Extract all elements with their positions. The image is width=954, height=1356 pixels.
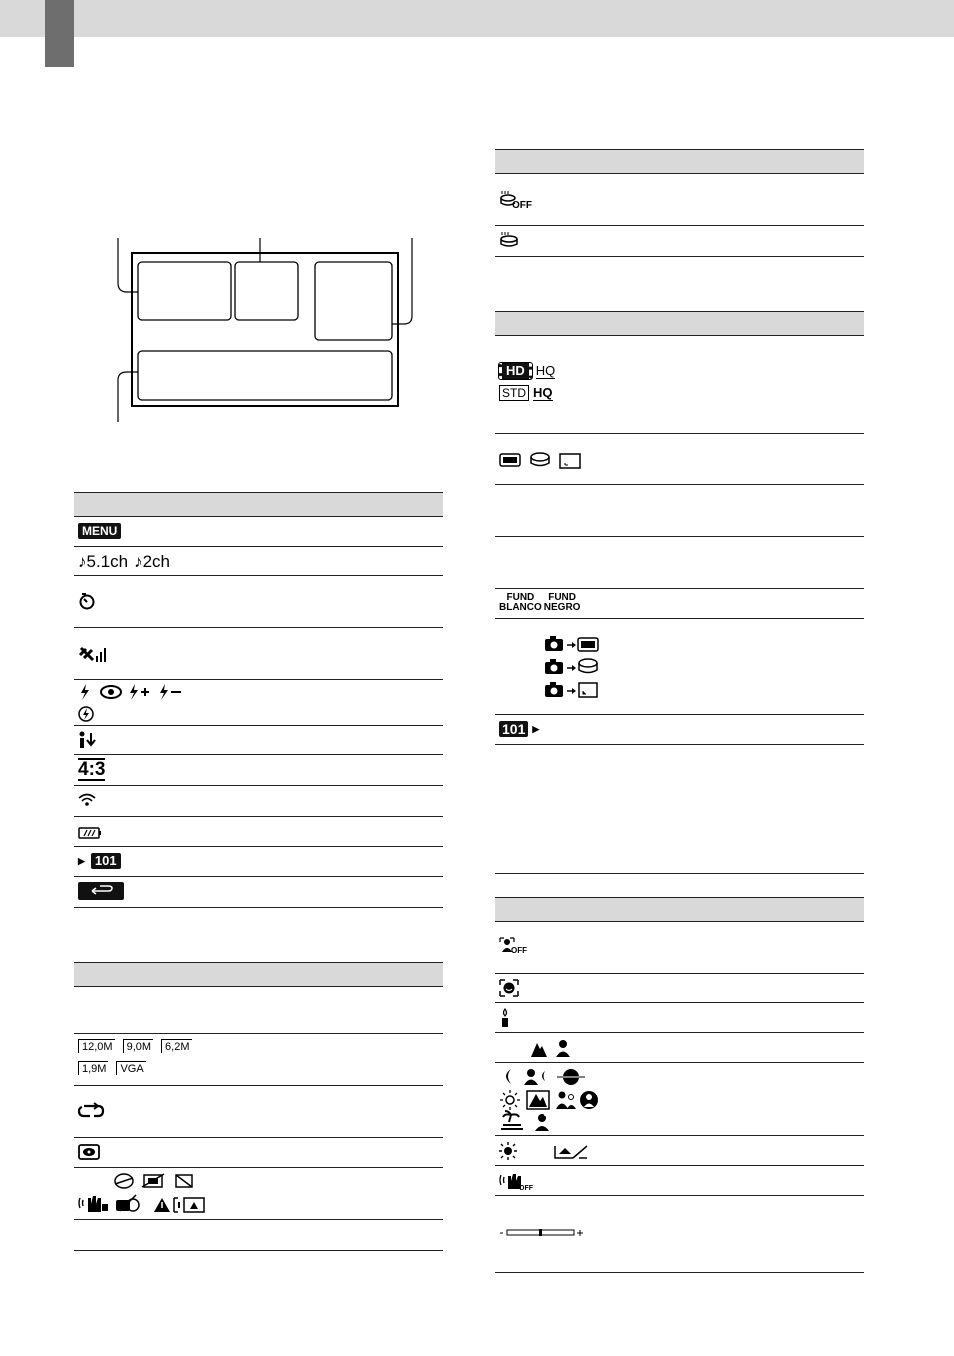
table-row xyxy=(495,589,864,619)
size-icon: 1,9M xyxy=(78,1061,108,1075)
table-row xyxy=(74,1220,443,1250)
steadyshot-off-icon xyxy=(499,1171,531,1191)
light-icons xyxy=(499,1142,594,1160)
left-table-2 xyxy=(74,962,443,1251)
table-row xyxy=(74,755,443,786)
table-row xyxy=(74,1168,443,1220)
table-header xyxy=(74,492,443,517)
table-row xyxy=(495,745,864,841)
table-row xyxy=(74,877,443,906)
area-top-right xyxy=(315,262,392,340)
flash-icons xyxy=(78,683,193,723)
image-size-icons xyxy=(78,1039,228,1075)
hdd-off-icon xyxy=(499,191,533,209)
audio-icon: ♪5.1ch ♪2ch xyxy=(78,552,171,571)
quality-icons: HD HQ STD HQ xyxy=(499,363,555,401)
table-row xyxy=(74,817,443,847)
table-row xyxy=(74,628,443,680)
table-row xyxy=(74,726,443,755)
warning-icons xyxy=(78,1172,213,1216)
table-header xyxy=(74,962,443,987)
table-row xyxy=(74,680,443,726)
folder-icon: 101 ▶ xyxy=(499,721,539,737)
table-row xyxy=(74,987,443,1034)
return-icon xyxy=(78,882,124,900)
mic-level-icon xyxy=(78,731,98,749)
table-row xyxy=(495,974,864,1003)
table-row xyxy=(495,1136,864,1166)
candle-icon xyxy=(499,1008,511,1028)
size-icon: VGA xyxy=(116,1061,145,1075)
header-tab-block xyxy=(45,0,74,67)
table-row xyxy=(74,547,443,576)
table-row xyxy=(74,517,443,547)
face-detect-off-icon xyxy=(499,937,525,955)
right-table-3 xyxy=(495,897,864,1273)
table-row xyxy=(74,847,443,877)
table-row xyxy=(74,1034,443,1086)
table-row xyxy=(495,1166,864,1196)
eye-icon xyxy=(78,1144,100,1160)
right-table-2 xyxy=(495,311,864,874)
table-row xyxy=(74,576,443,628)
repeat-icon xyxy=(78,1103,106,1119)
table-row xyxy=(74,786,443,817)
area-bottom xyxy=(138,351,392,400)
leader-top-left xyxy=(118,238,138,292)
table-row xyxy=(495,336,864,434)
table-row xyxy=(495,174,864,226)
area-top-center xyxy=(235,262,298,320)
table-row xyxy=(495,485,864,537)
size-icon: 12,0M xyxy=(78,1039,115,1053)
smile-detect-icon xyxy=(499,979,519,997)
header-bar xyxy=(0,0,954,37)
media-icons xyxy=(499,451,589,471)
scene-icons xyxy=(499,1067,614,1133)
fund-icons: FUND BLANCO FUND NEGRO xyxy=(499,592,581,613)
svg-text:OFF: OFF xyxy=(519,1185,533,1192)
table-header xyxy=(495,311,864,336)
table-header xyxy=(495,149,864,174)
self-timer-icon xyxy=(78,592,96,610)
table-header xyxy=(495,897,864,922)
folder-icon: ▶ 101 xyxy=(78,853,121,869)
svg-text:OFF: OFF xyxy=(511,946,527,955)
right-table-1 xyxy=(495,149,864,257)
table-row xyxy=(495,537,864,589)
table-row xyxy=(495,1063,864,1136)
table-row xyxy=(74,1138,443,1168)
aspect-icon: 4:3 xyxy=(78,759,106,780)
battery-icon xyxy=(78,827,102,839)
landscape-portrait-icons xyxy=(531,1039,571,1057)
left-table-1 xyxy=(74,492,443,908)
wifi-icon xyxy=(78,793,96,807)
leader-top-right xyxy=(392,238,412,324)
table-row xyxy=(495,1003,864,1033)
svg-text:OFF: OFF xyxy=(512,200,532,211)
table-row xyxy=(495,1196,864,1269)
size-icon: 6,2M xyxy=(161,1039,191,1053)
gps-icon xyxy=(78,644,108,664)
leader-bottom xyxy=(118,372,138,422)
hdd-icon xyxy=(499,232,521,248)
table-row xyxy=(495,715,864,745)
exposure-slider-icon xyxy=(499,1228,584,1238)
table-row xyxy=(495,922,864,974)
table-row xyxy=(74,1086,443,1138)
menu-icon: MENU xyxy=(78,523,121,539)
table-row xyxy=(495,619,864,715)
table-row xyxy=(495,434,864,485)
screen-outline xyxy=(132,253,398,406)
area-top-left xyxy=(138,262,231,320)
size-icon: 9,0M xyxy=(123,1039,153,1053)
photo-to-media-icons xyxy=(545,635,601,699)
table-row xyxy=(495,226,864,255)
table-row xyxy=(495,1033,864,1063)
